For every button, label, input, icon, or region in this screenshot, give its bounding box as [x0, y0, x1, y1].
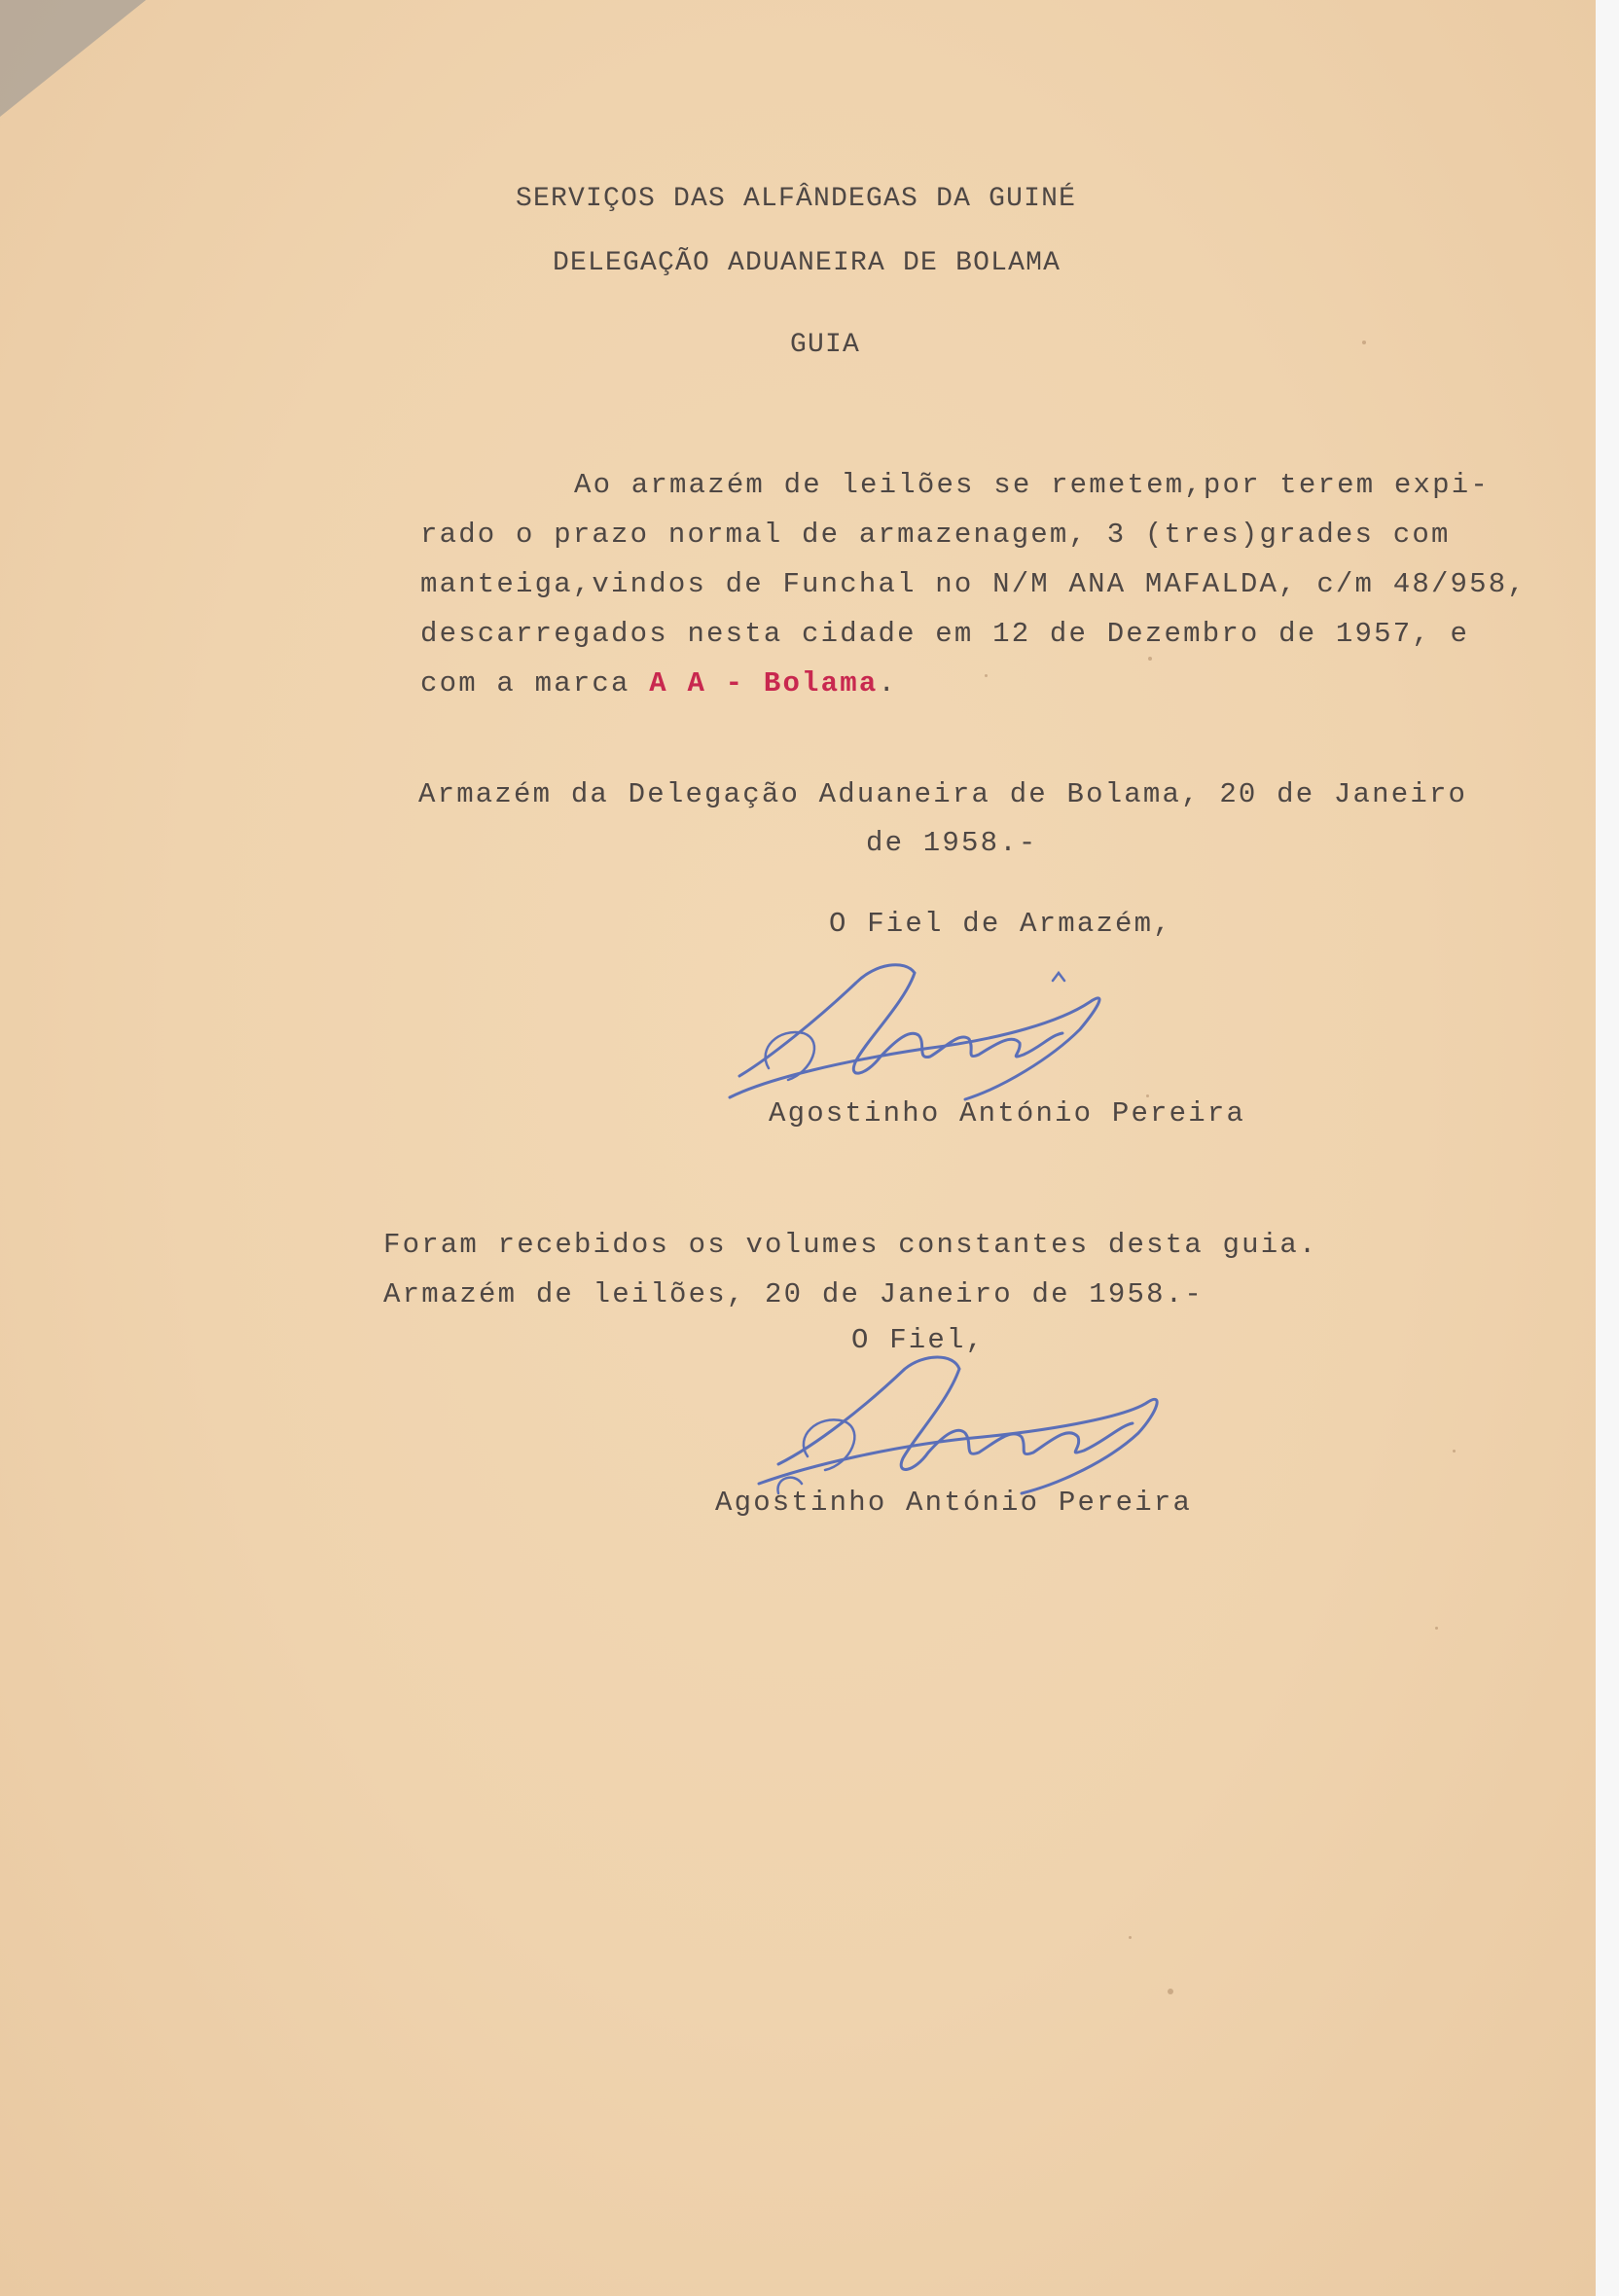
- scan-background-edge: [1596, 0, 1619, 2296]
- paper-speck: [1148, 657, 1152, 661]
- header-line-2: DELEGAÇÃO ADUANEIRA DE BOLAMA: [553, 248, 1061, 278]
- paper-speck: [985, 674, 988, 677]
- signature2-role: O Fiel,: [851, 1324, 986, 1356]
- body-line-1: Ao armazém de leilões se remetem,por terem expi-: [574, 469, 1490, 501]
- receipt-line-2: Armazém de leilões, 20 de Janeiro de 1958.-: [383, 1278, 1204, 1310]
- place-date-line-2: de 1958.-: [866, 827, 1038, 859]
- folded-corner-shadow: [0, 0, 146, 117]
- paper-speck: [1435, 1627, 1438, 1630]
- body-line-5: [420, 667, 897, 700]
- document-title: GUIA: [790, 330, 861, 360]
- body-line-4: descarregados nesta cidade em 12 de Dezembro de 1957, e: [420, 618, 1470, 650]
- signature2-name: Agostinho António Pereira: [715, 1487, 1193, 1519]
- paper-speck: [1362, 341, 1366, 344]
- body-line-2: rado o prazo normal de armazenagem, 3 (tres)grades com: [420, 519, 1451, 551]
- receipt-line-1: Foram recebidos os volumes constantes desta guia.: [383, 1229, 1318, 1261]
- signature1-name: Agostinho António Pereira: [769, 1097, 1246, 1130]
- signature1-role: O Fiel de Armazém,: [829, 908, 1172, 940]
- body-line-3: manteiga,vindos de Funchal no N/M ANA MAFALDA, c/m 48/958,: [420, 568, 1527, 600]
- body-line-5-prefix: com a marca: [420, 667, 650, 700]
- place-date-line-1: Armazém da Delegação Aduaneira de Bolama, 20 de Janeiro: [418, 778, 1468, 810]
- header-line-1: SERVIÇOS DAS ALFÂNDEGAS DA GUINÉ: [516, 184, 1077, 214]
- paper-speck: [1453, 1450, 1456, 1453]
- marca-red-stamp: A A - Bolama: [649, 667, 879, 700]
- signature1-handwriting: [710, 951, 1177, 1097]
- paper-speck: [1129, 1936, 1132, 1939]
- paper-speck: [1168, 1989, 1173, 1994]
- body-line-5-suffix: .: [878, 667, 898, 700]
